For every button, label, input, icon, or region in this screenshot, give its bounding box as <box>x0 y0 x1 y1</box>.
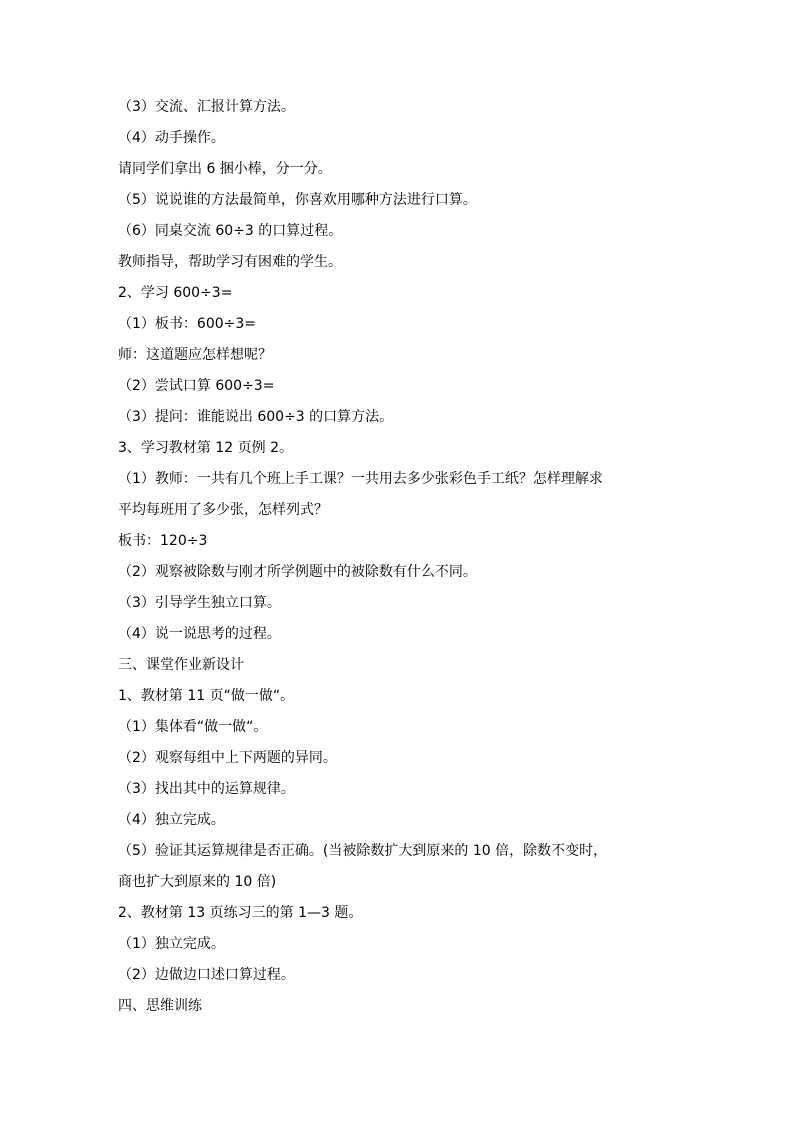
section-heading: 三、课堂作业新设计 <box>118 657 244 673</box>
text-line: （4）独立完成。 <box>118 812 225 828</box>
text-line: 平均每班用了多少张，怎样列式？ <box>118 502 328 518</box>
text-line: （1）教师：一共有几个班上手工课？一共用去多少张彩色手工纸？怎样理解求 <box>118 471 603 487</box>
text-line: （1）集体看“做一做“。 <box>118 719 268 735</box>
text-line: （4）说一说思考的过程。 <box>118 626 281 642</box>
text-line: （2）观察被除数与刚才所学例题中的被除数有什么不同。 <box>118 564 477 580</box>
text-line: （1）独立完成。 <box>118 936 225 952</box>
text-line: （2）尝试口算 600÷3= <box>118 378 275 394</box>
text-line: 板书：120÷3 <box>118 533 208 549</box>
text-line: 请同学们拿出 6 捆小棒，分一分。 <box>118 161 332 177</box>
section-heading: 3、学习教材第 12 页例 2。 <box>118 440 293 456</box>
text-line: （4）动手操作。 <box>118 130 225 146</box>
section-heading: 1、教材第 11 页“做一做“。 <box>118 688 295 704</box>
text-line: （1）板书：600÷3= <box>118 316 256 332</box>
text-line: （3）交流、汇报计算方法。 <box>118 99 295 115</box>
text-line: （5）验证其运算规律是否正确。(当被除数扩大到原来的 10 倍，除数不变时， <box>118 843 608 859</box>
text-line: （3）提问：谁能说出 600÷3 的口算方法。 <box>118 409 394 425</box>
text-line: 教师指导，帮助学习有困难的学生。 <box>118 254 342 270</box>
text-line: （3）找出其中的运算规律。 <box>118 781 295 797</box>
section-heading: 四、思维训练 <box>118 998 202 1014</box>
text-line: 师：这道题应怎样想呢？ <box>118 347 272 363</box>
document-body <box>118 92 678 1022</box>
text-line: （5）说说谁的方法最简单，你喜欢用哪种方法进行口算。 <box>118 192 477 208</box>
text-line: （2）观察每组中上下两题的异同。 <box>118 750 337 766</box>
text-line: （3）引导学生独立口算。 <box>118 595 281 611</box>
text-line: （6）同桌交流 60÷3 的口算过程。 <box>118 223 343 239</box>
section-heading: 2、教材第 13 页练习三的第 1—3 题。 <box>118 905 363 921</box>
section-heading: 2、学习 600÷3= <box>118 285 233 301</box>
text-line: 商也扩大到原来的 10 倍) <box>118 874 277 890</box>
text-line: （2）边做边口述口算过程。 <box>118 967 295 983</box>
